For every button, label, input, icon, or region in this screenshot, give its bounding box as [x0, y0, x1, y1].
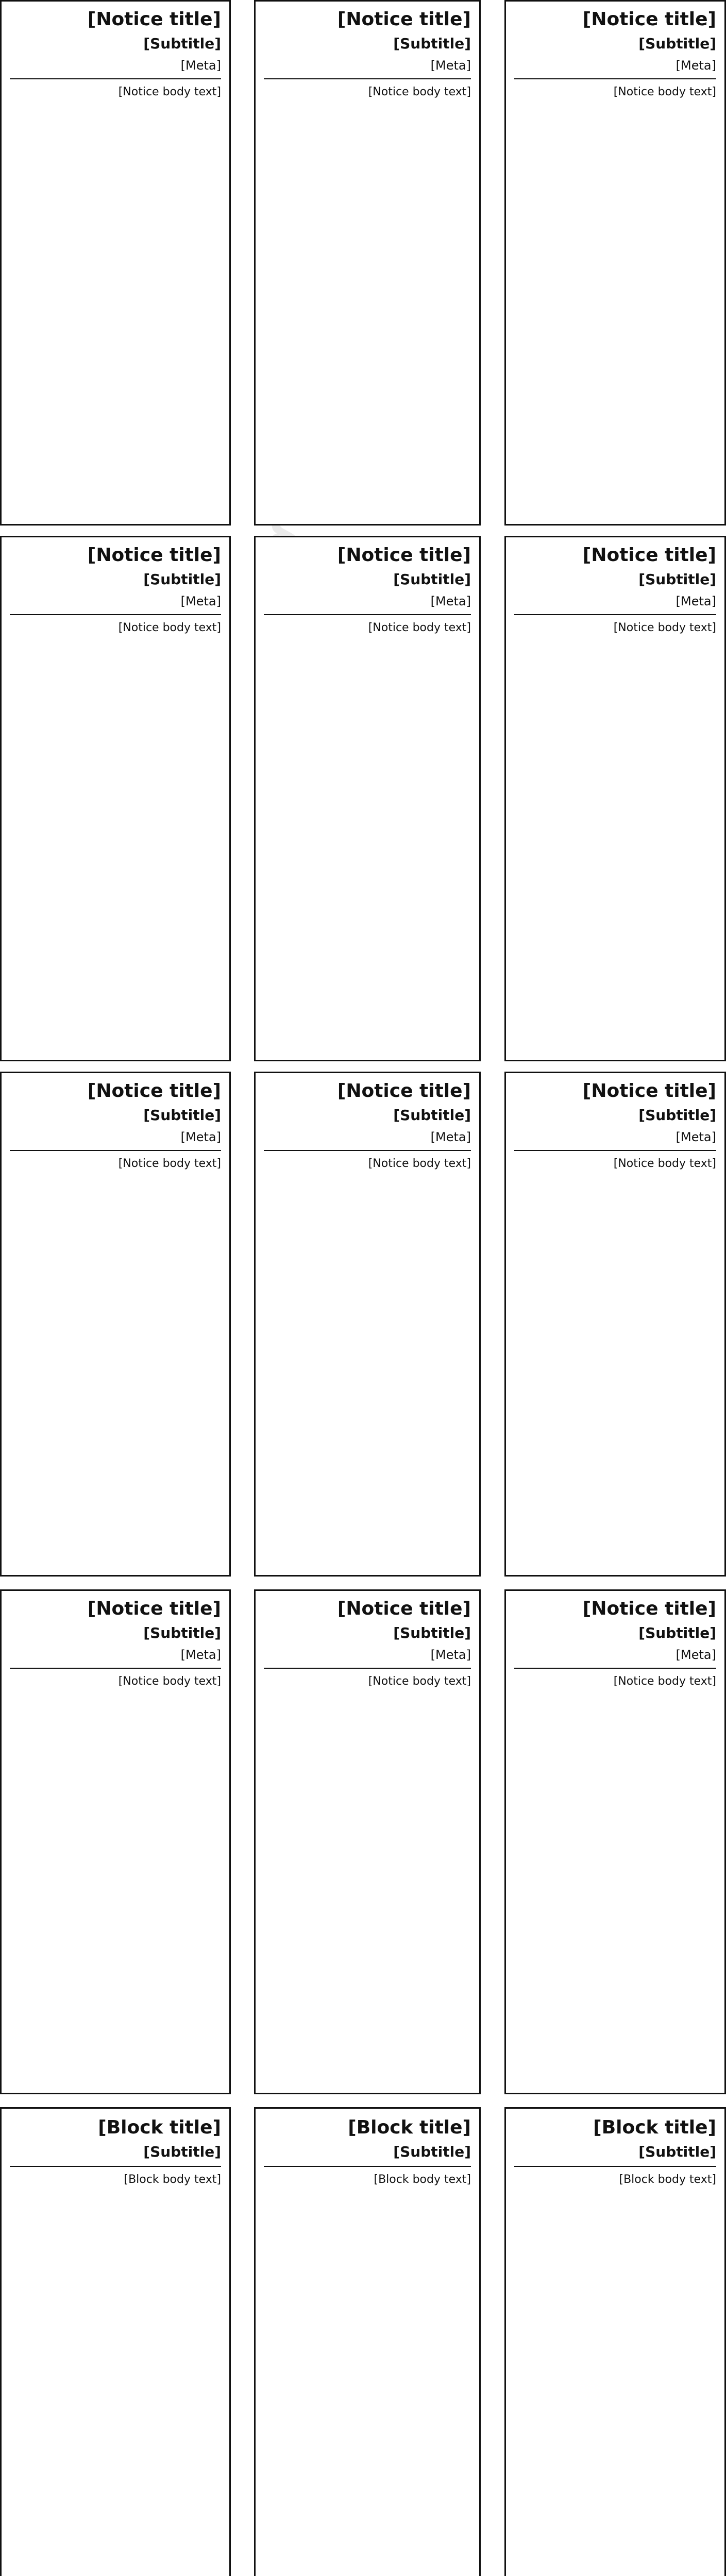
divider	[514, 1668, 716, 1669]
notice-subtitle: [Subtitle]	[143, 35, 221, 53]
divider	[514, 78, 716, 79]
notice-subtitle: [Subtitle]	[143, 1624, 221, 1642]
notice-box	[254, 0, 481, 526]
notice-title: [Notice title]	[337, 1080, 471, 1101]
notice-title: [Block title]	[98, 2117, 221, 2138]
tall-notice-left	[0, 2107, 231, 2576]
notice-body: [Block body text]	[619, 2173, 716, 2186]
divider	[264, 614, 471, 615]
notice-title: [Notice title]	[87, 9, 221, 30]
notice-title: [Notice title]	[582, 1598, 716, 1619]
notice-title: [Notice title]	[582, 545, 716, 566]
notice-title: [Block title]	[348, 2117, 471, 2138]
tall-notice-right	[504, 2107, 726, 2576]
notice-subtitle: [Subtitle]	[638, 2143, 716, 2161]
notice-body: [Notice body text]	[613, 1157, 716, 1170]
divider	[514, 2166, 716, 2167]
divider	[514, 1150, 716, 1151]
divider	[10, 1150, 221, 1151]
notice-meta: [Meta]	[676, 594, 716, 608]
notice-meta: [Meta]	[430, 58, 471, 73]
divider	[10, 78, 221, 79]
notice-meta: [Meta]	[676, 58, 716, 73]
divider	[264, 1668, 471, 1669]
notice-body: [Notice body text]	[613, 85, 716, 98]
notice-title: [Notice title]	[337, 545, 471, 566]
divider	[264, 78, 471, 79]
notice-body: [Notice body text]	[118, 85, 221, 98]
notice-title: [Notice title]	[87, 545, 221, 566]
notice-body: [Notice body text]	[118, 1157, 221, 1170]
notice-body: [Notice body text]	[368, 1674, 471, 1688]
divider	[264, 1150, 471, 1151]
notice-box	[0, 1072, 231, 1577]
notice-title: [Notice title]	[87, 1080, 221, 1101]
notice-body: [Notice body text]	[368, 1157, 471, 1170]
notice-title: [Notice title]	[337, 9, 471, 30]
notice-body: [Notice body text]	[613, 621, 716, 634]
divider	[10, 1668, 221, 1669]
notice-subtitle: [Subtitle]	[638, 35, 716, 53]
divider	[10, 614, 221, 615]
notice-subtitle: [Subtitle]	[638, 571, 716, 588]
notice-title: [Notice title]	[582, 9, 716, 30]
notice-subtitle: [Subtitle]	[143, 2143, 221, 2161]
notice-body: [Notice body text]	[118, 621, 221, 634]
notice-box	[254, 536, 481, 1061]
notice-meta: [Meta]	[676, 1647, 716, 1662]
notice-subtitle: [Subtitle]	[393, 1624, 471, 1642]
notice-meta: [Meta]	[430, 594, 471, 608]
notice-meta: [Meta]	[676, 1129, 716, 1144]
notice-meta: [Meta]	[180, 1129, 221, 1144]
notice-subtitle: [Subtitle]	[393, 2143, 471, 2161]
notice-body: [Notice body text]	[368, 85, 471, 98]
notice-subtitle: [Subtitle]	[393, 1107, 471, 1124]
notice-title: [Notice title]	[582, 1080, 716, 1101]
notice-box	[504, 1589, 726, 2094]
notice-box	[254, 1589, 481, 2094]
notice-box	[0, 0, 231, 526]
notice-subtitle: [Subtitle]	[143, 1107, 221, 1124]
notice-box	[504, 536, 726, 1061]
notice-body: [Block body text]	[374, 2173, 471, 2186]
notice-meta: [Meta]	[180, 1647, 221, 1662]
tall-notice-mid	[254, 2107, 481, 2576]
notice-title: [Notice title]	[87, 1598, 221, 1619]
notice-body: [Notice body text]	[613, 1674, 716, 1688]
notice-subtitle: [Subtitle]	[143, 571, 221, 588]
notice-box	[504, 1072, 726, 1577]
divider	[10, 2166, 221, 2167]
notice-meta: [Meta]	[430, 1129, 471, 1144]
notice-body: [Block body text]	[124, 2173, 221, 2186]
notice-title: [Block title]	[593, 2117, 716, 2138]
divider	[264, 2166, 471, 2167]
notice-meta: [Meta]	[180, 594, 221, 608]
notice-box	[504, 0, 726, 526]
notice-subtitle: [Subtitle]	[393, 35, 471, 53]
notice-meta: [Meta]	[180, 58, 221, 73]
notice-box	[254, 1072, 481, 1577]
notice-meta: [Meta]	[430, 1647, 471, 1662]
notice-subtitle: [Subtitle]	[638, 1107, 716, 1124]
notice-subtitle: [Subtitle]	[638, 1624, 716, 1642]
notice-body: [Notice body text]	[118, 1674, 221, 1688]
notice-title: [Notice title]	[337, 1598, 471, 1619]
notice-box	[0, 1589, 231, 2094]
notice-box	[0, 536, 231, 1061]
notice-body: [Notice body text]	[368, 621, 471, 634]
divider	[514, 614, 716, 615]
notice-subtitle: [Subtitle]	[393, 571, 471, 588]
